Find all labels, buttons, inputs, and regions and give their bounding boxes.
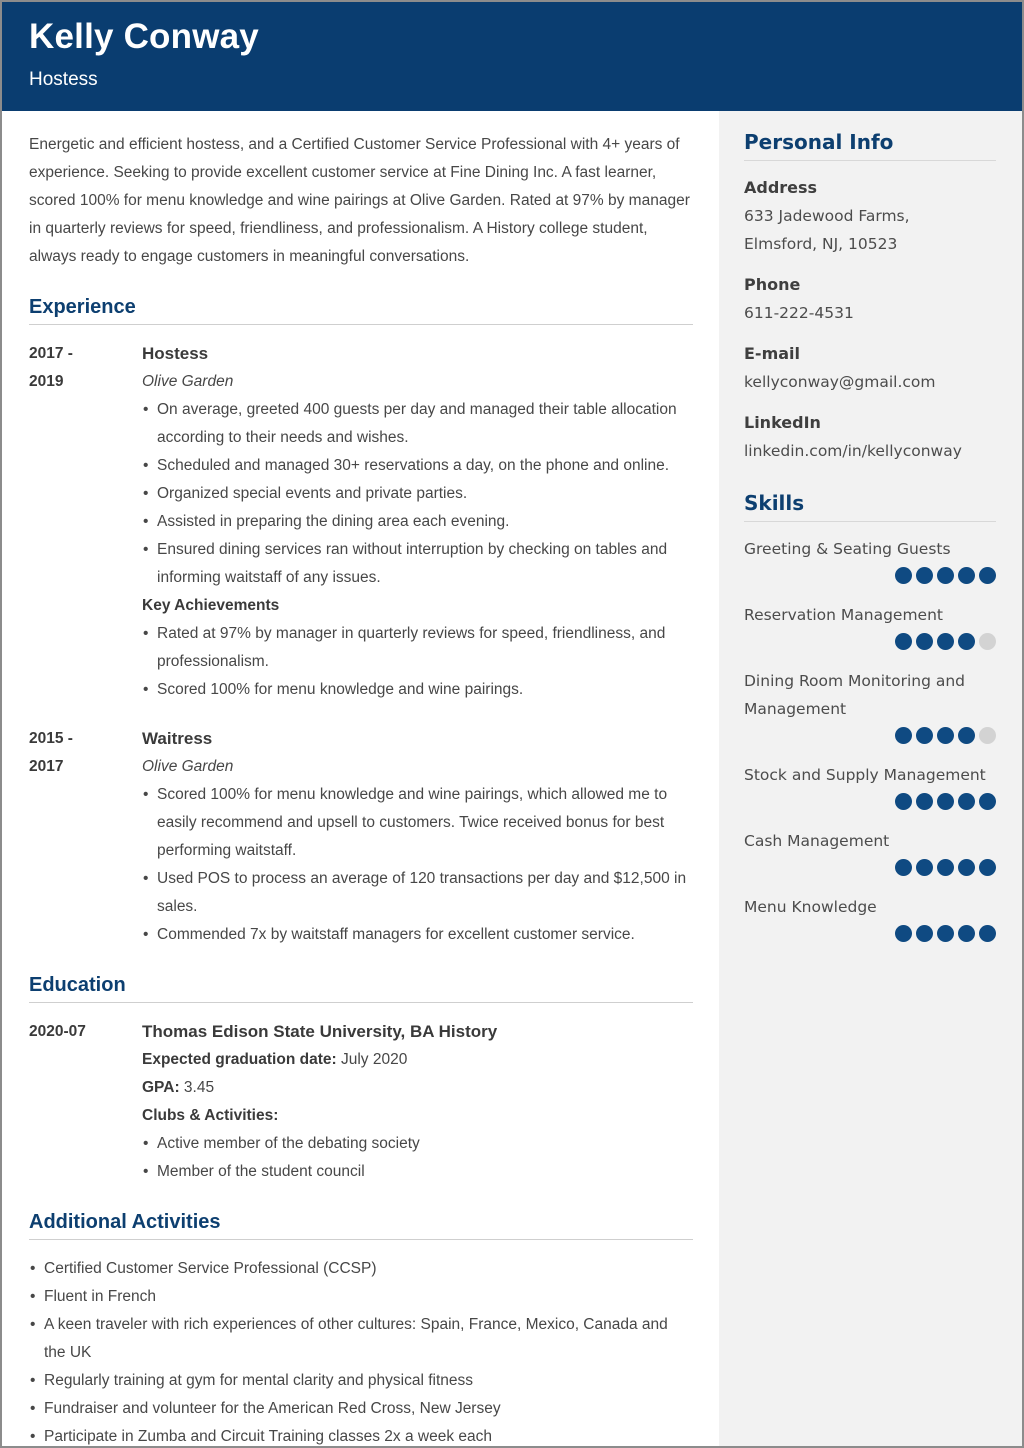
rating-dot-filled-icon [895, 793, 912, 810]
bullet-item: • Participate in Zumba and Circuit Training classes 2x a week each [29, 1423, 693, 1448]
detail-label: Expected graduation date: [142, 1051, 337, 1068]
skill-rating-dots [744, 924, 996, 946]
entry-job-title: Waitress [142, 729, 213, 748]
rating-dot-filled-icon [895, 925, 912, 942]
rating-dot-filled-icon [979, 925, 996, 942]
education-bullet-list [142, 1130, 693, 1186]
education-detail [142, 1046, 693, 1074]
section-divider [29, 324, 693, 325]
bullet-item: • Certified Customer Service Professional (CCSP) [29, 1255, 693, 1283]
skill-name: Greeting & Seating Guests [744, 540, 951, 558]
experience-section [29, 296, 693, 949]
skills-heading: Skills [744, 491, 805, 515]
skill-rating-dots [744, 792, 996, 814]
rating-dot-filled-icon [937, 567, 954, 584]
skill-name: Menu Knowledge [744, 898, 877, 916]
rating-dot-filled-icon [958, 793, 975, 810]
section-divider [744, 160, 996, 161]
section-divider [29, 1239, 693, 1240]
rating-dot-empty-icon [979, 727, 996, 744]
main-column [2, 111, 719, 1446]
detail-label: Clubs & Activities: [142, 1107, 279, 1124]
bullet-item: • Fundraiser and volunteer for the American Red Cross, New Jersey [29, 1395, 693, 1423]
rating-dot-filled-icon [916, 727, 933, 744]
personal-info-item [744, 174, 996, 258]
experience-entry [29, 725, 693, 949]
skill-rating-dots [744, 858, 996, 880]
skill-item [744, 893, 996, 946]
skill-rating-dots [744, 566, 996, 588]
education-heading: Education [29, 974, 126, 996]
rating-dot-filled-icon [916, 633, 933, 650]
detail-value: July 2020 [336, 1051, 408, 1068]
skill-rating-dots [744, 632, 996, 654]
skill-name: Cash Management [744, 832, 890, 850]
skill-item [744, 601, 996, 654]
personal-info-section [744, 130, 996, 465]
entry-date-start: 2015 - [29, 730, 73, 747]
rating-dot-filled-icon [916, 793, 933, 810]
rating-dot-filled-icon [895, 567, 912, 584]
rating-dot-filled-icon [937, 859, 954, 876]
experience-heading: Experience [29, 296, 136, 318]
section-divider [744, 521, 996, 522]
info-value: Elmsford, NJ, 10523 [744, 235, 898, 253]
skill-name: Dining Room Monitoring and Management [744, 672, 966, 718]
skill-item [744, 827, 996, 880]
rating-dot-filled-icon [916, 859, 933, 876]
bullet-item: • Ensured dining services ran without interruption by checking on tables and informing waitstaff of any issues. [142, 536, 693, 592]
experience-entry [29, 340, 693, 704]
rating-dot-filled-icon [958, 633, 975, 650]
entry-job-title: Hostess [142, 344, 209, 363]
personal-info-heading: Personal Info [744, 130, 894, 154]
bullet-item: • A keen traveler with rich experiences of other cultures: Spain, France, Mexico, Canada and the UK [29, 1311, 693, 1367]
bullet-item: • Fluent in French [29, 1283, 693, 1311]
rating-dot-filled-icon [937, 793, 954, 810]
entry-content [142, 340, 693, 704]
bullet-item: • Commended 7x by waitstaff managers for excellent customer service. [142, 921, 693, 949]
summary-text: Energetic and efficient hostess, and a Certified Customer Service Professional with 4+ years of experience. Seeking to provide excellent customer service at Fine Dining Inc. A fast learner, scored 100% for menu knowledge and wine pairings at Olive Garden. Rated at 97% by manager in quarterly reviews for speed, friendliness, and professionalism. A History college student, always ready to engage customers in meaningful conversations. [29, 136, 690, 265]
rating-dot-filled-icon [958, 859, 975, 876]
bullet-item: • On average, greeted 400 guests per day and managed their table allocation according to their needs and wishes. [142, 396, 693, 452]
education-date: 2020-07 [29, 1023, 86, 1040]
rating-dot-filled-icon [895, 727, 912, 744]
rating-dot-filled-icon [916, 567, 933, 584]
rating-dot-filled-icon [937, 925, 954, 942]
entry-bullet-list [142, 781, 693, 949]
skill-name: Stock and Supply Management [744, 766, 986, 784]
skill-item [744, 535, 996, 588]
info-label-phone: Phone [744, 275, 801, 294]
rating-dot-filled-icon [937, 633, 954, 650]
skill-name: Reservation Management [744, 606, 943, 624]
entry-date-end: 2017 [29, 758, 64, 775]
rating-dot-filled-icon [895, 633, 912, 650]
info-label-email: E-mail [744, 344, 801, 363]
rating-dot-filled-icon [979, 793, 996, 810]
bullet-item: • Rated at 97% by manager in quarterly reviews for speed, friendliness, and professionalism. [142, 620, 693, 676]
entry-dates [29, 340, 142, 704]
candidate-name: Kelly Conway [29, 17, 259, 56]
bullet-item: • Organized special events and private parties. [142, 480, 693, 508]
education-section [29, 974, 693, 1186]
rating-dot-filled-icon [958, 727, 975, 744]
entry-content [142, 725, 693, 949]
info-value-email: kellyconway@gmail.com [744, 373, 936, 391]
rating-dot-empty-icon [979, 633, 996, 650]
entry-company: Olive Garden [142, 373, 234, 390]
info-value-linkedin: linkedin.com/in/kellyconway [744, 442, 962, 460]
detail-label: GPA: [142, 1079, 180, 1096]
info-label-address: Address [744, 178, 818, 197]
key-achievements-label: Key Achievements [142, 597, 280, 614]
personal-info-item [744, 271, 996, 327]
skill-rating-dots [744, 726, 996, 748]
info-value-phone: 611-222-4531 [744, 304, 854, 322]
entry-content [142, 1018, 693, 1186]
additional-activities-heading: Additional Activities [29, 1211, 221, 1233]
additional-bullet-list [29, 1255, 693, 1448]
achievements-bullet-list [142, 620, 693, 704]
bullet-item: • Scheduled and managed 30+ reservations a day, on the phone and online. [142, 452, 693, 480]
detail-value: 3.45 [179, 1079, 215, 1096]
education-detail [142, 1074, 693, 1102]
personal-info-item [744, 340, 996, 396]
resume-body [2, 111, 1022, 1446]
entry-company: Olive Garden [142, 758, 234, 775]
bullet-item: • Regularly training at gym for mental clarity and physical fitness [29, 1367, 693, 1395]
rating-dot-filled-icon [916, 925, 933, 942]
education-detail [142, 1102, 693, 1130]
education-entry [29, 1018, 693, 1186]
entry-bullet-list [142, 396, 693, 592]
entry-date-start: 2017 - [29, 345, 73, 362]
resume-header [2, 2, 1022, 111]
skill-item [744, 667, 996, 748]
rating-dot-filled-icon [979, 567, 996, 584]
rating-dot-filled-icon [958, 567, 975, 584]
rating-dot-filled-icon [979, 859, 996, 876]
entry-date-end: 2019 [29, 373, 64, 390]
skills-section [744, 491, 996, 946]
info-value: 633 Jadewood Farms, [744, 207, 910, 225]
education-school: Thomas Edison State University, BA History [142, 1022, 498, 1041]
bullet-item: • Member of the student council [142, 1158, 693, 1186]
bullet-item: • Assisted in preparing the dining area each evening. [142, 508, 693, 536]
bullet-item: • Scored 100% for menu knowledge and wine pairings. [142, 676, 693, 704]
sidebar [719, 111, 1022, 1446]
candidate-job-title: Hostess [29, 69, 98, 90]
section-divider [29, 1002, 693, 1003]
rating-dot-filled-icon [958, 925, 975, 942]
bullet-item: • Active member of the debating society [142, 1130, 693, 1158]
info-label-linkedin: LinkedIn [744, 413, 821, 432]
rating-dot-filled-icon [937, 727, 954, 744]
personal-info-item [744, 409, 996, 465]
rating-dot-filled-icon [895, 859, 912, 876]
additional-activities-section [29, 1211, 693, 1448]
entry-dates [29, 725, 142, 949]
bullet-item: • Used POS to process an average of 120 transactions per day and $12,500 in sales. [142, 865, 693, 921]
skill-item [744, 761, 996, 814]
bullet-item: • Scored 100% for menu knowledge and wine pairings, which allowed me to easily recommend and upsell to customers. Twice received bonus for best performing waitstaff. [142, 781, 693, 865]
entry-dates [29, 1018, 142, 1186]
